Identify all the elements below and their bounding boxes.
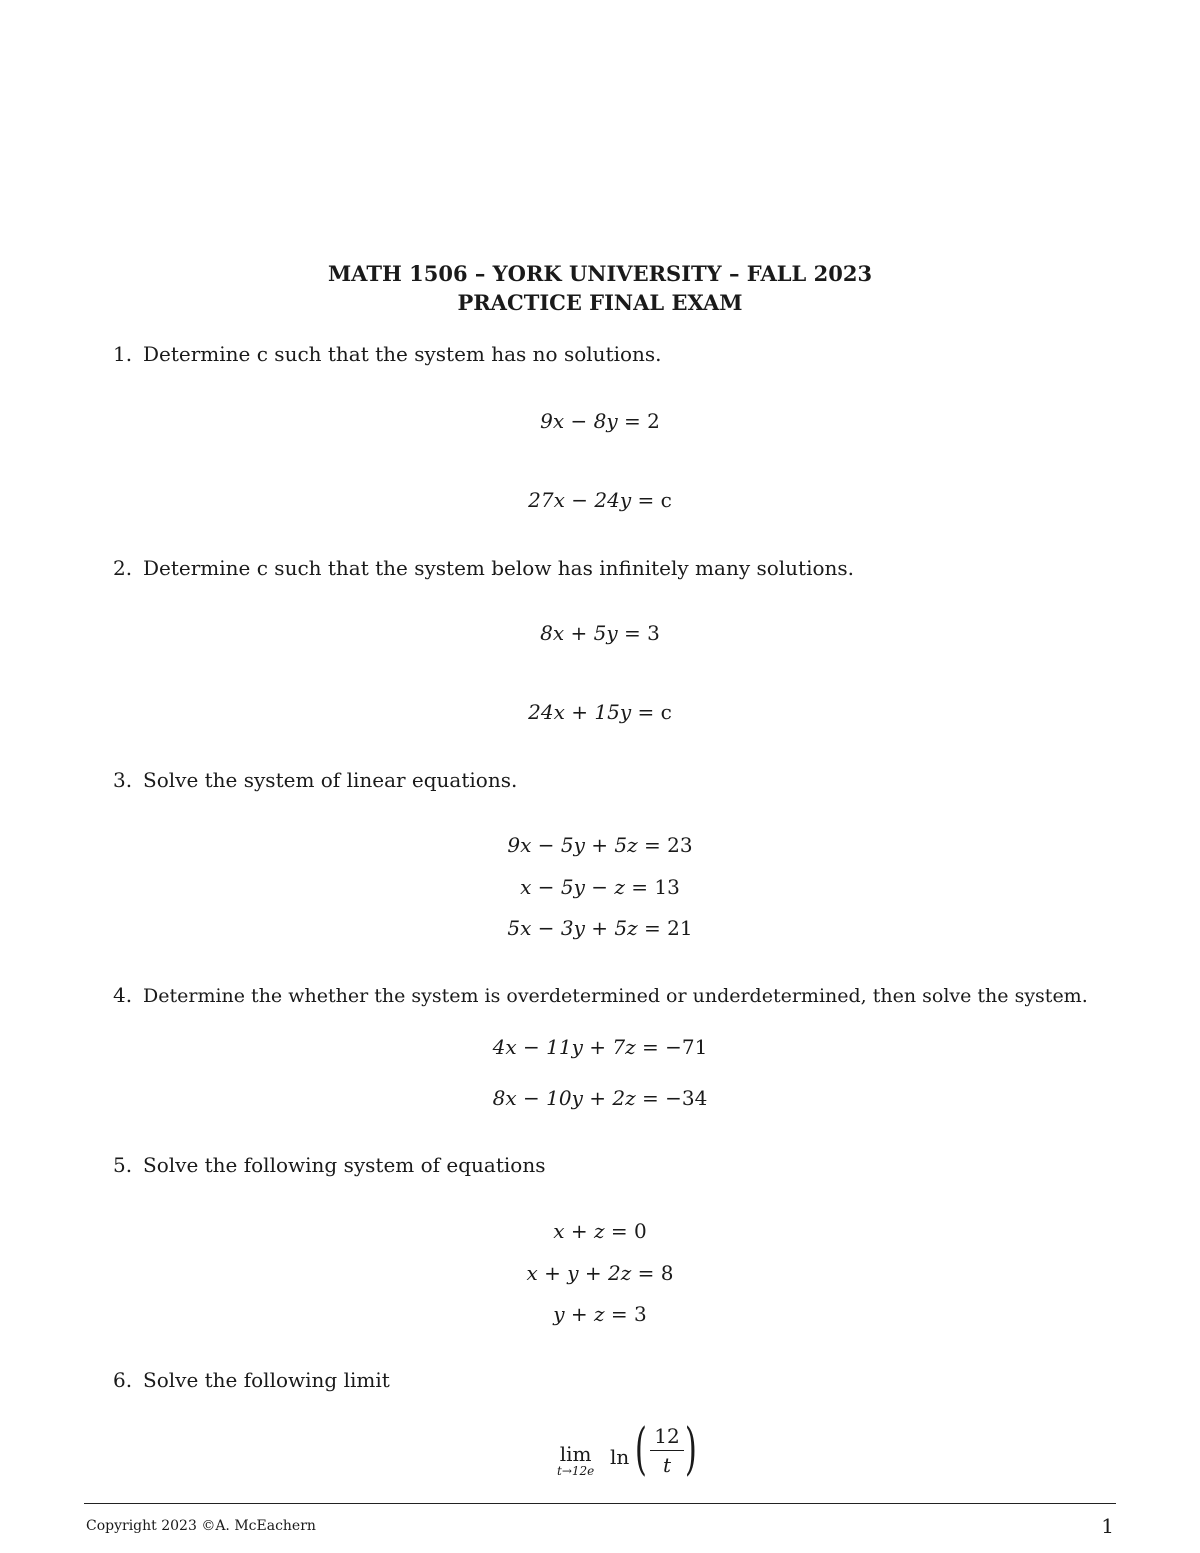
limit-operator: lim t→12e bbox=[557, 1442, 595, 1478]
exam-title-line1: MATH 1506 – YORK UNIVERSITY – FALL 2023 bbox=[327, 261, 873, 286]
question-1 bbox=[113, 342, 662, 366]
question-text: Determine c such that the system below has infinitely many solutions. bbox=[143, 556, 855, 580]
equation: 24x + 15y = c bbox=[528, 700, 672, 724]
equation: 8x − 10y + 2z = −34 bbox=[492, 1086, 708, 1110]
exam-title-line2: PRACTICE FINAL EXAM bbox=[457, 290, 743, 315]
question-number: 1. bbox=[113, 342, 133, 366]
question-4 bbox=[113, 983, 1088, 1007]
question-number: 5. bbox=[113, 1153, 133, 1177]
question-number: 6. bbox=[113, 1368, 133, 1392]
question-3 bbox=[113, 768, 517, 792]
question-text: Solve the system of linear equations. bbox=[143, 768, 518, 792]
question-text: Solve the following system of equations bbox=[143, 1153, 546, 1177]
equation: 27x − 24y = c bbox=[528, 488, 672, 512]
question-text: Determine the whether the system is overdetermined or underdetermined, then solve the system. bbox=[143, 985, 1088, 1007]
equation: x + z = 0 bbox=[553, 1219, 647, 1243]
limit-expression bbox=[0, 1417, 1200, 1490]
equation: 5x − 3y + 5z = 21 bbox=[507, 916, 693, 940]
question-text: Determine c such that the system has no solutions. bbox=[143, 342, 662, 366]
equation: x + y + 2z = 8 bbox=[526, 1261, 674, 1285]
right-paren: ) bbox=[684, 1417, 697, 1482]
question-6 bbox=[113, 1368, 390, 1392]
question-number: 4. bbox=[113, 983, 133, 1007]
footer-rule bbox=[84, 1503, 1116, 1504]
copyright-notice: Copyright 2023 ©A. McEachern bbox=[86, 1518, 316, 1534]
equation: 9x − 8y = 2 bbox=[540, 409, 660, 433]
fraction-denominator: t bbox=[662, 1453, 672, 1477]
equation: y + z = 3 bbox=[553, 1302, 647, 1326]
equation: x − 5y − z = 13 bbox=[520, 875, 680, 899]
page-number: 1 bbox=[1101, 1514, 1114, 1538]
question-5 bbox=[113, 1153, 545, 1177]
fraction bbox=[650, 1424, 684, 1477]
question-number: 3. bbox=[113, 768, 133, 792]
question-number: 2. bbox=[113, 556, 133, 580]
fraction-numerator: 12 bbox=[654, 1424, 680, 1448]
left-paren: ( bbox=[634, 1417, 647, 1482]
question-2 bbox=[113, 556, 854, 580]
ln-function: ln bbox=[610, 1445, 630, 1469]
equation: 9x − 5y + 5z = 23 bbox=[507, 833, 693, 857]
question-text: Solve the following limit bbox=[143, 1368, 390, 1392]
equation: 4x − 11y + 7z = −71 bbox=[492, 1035, 708, 1059]
equation: 8x + 5y = 3 bbox=[540, 621, 660, 645]
